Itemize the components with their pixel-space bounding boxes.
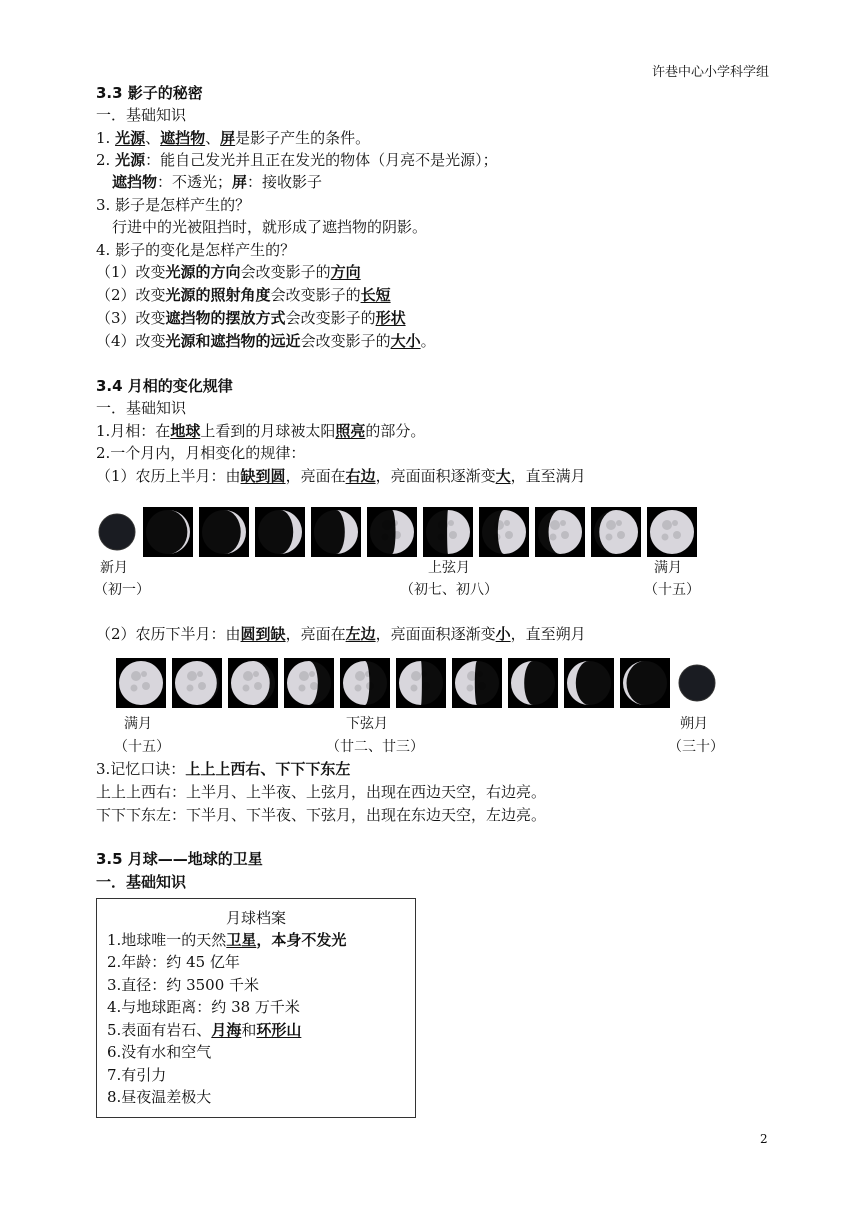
- page-header: 许巷中心小学科学组: [652, 65, 770, 80]
- text: 3.记忆口诀：: [96, 760, 186, 778]
- text: ：接收影子: [247, 173, 323, 191]
- text: 1.月相：在: [96, 422, 171, 440]
- fact-item: 6.没有水和空气: [107, 1043, 212, 1061]
- fact-item: 8.昼夜温差极大: [107, 1088, 212, 1106]
- term: ，本身不发光: [256, 931, 347, 949]
- term: 屏: [220, 129, 236, 147]
- moon-phase-image: [620, 658, 670, 708]
- subheading: 一．基础知识: [96, 873, 187, 891]
- moon-phase-image: [564, 658, 614, 708]
- term: 照亮: [335, 422, 366, 440]
- caption-full-moon: 满月: [654, 560, 682, 576]
- term: 小: [495, 625, 511, 643]
- moon-phase-image: [452, 658, 502, 708]
- caption-new-moon: 新月: [100, 560, 128, 576]
- fact-item: 7.有引力: [107, 1066, 167, 1084]
- moon-phase-image: [367, 507, 417, 557]
- section-title-3-3: 3.3 影子的秘密: [96, 84, 203, 102]
- term: 左边: [345, 625, 376, 643]
- moon-phase-image: [311, 507, 361, 557]
- list-item: [96, 284, 391, 306]
- moon-phase-image: [479, 507, 529, 557]
- moon-phase-image: [116, 658, 166, 708]
- text-line: 2.一个月内，月相变化的规律：: [96, 444, 306, 462]
- text: ，亮面面积逐渐变: [375, 625, 496, 643]
- term: 屏: [232, 173, 248, 191]
- term: 环形山: [256, 1021, 302, 1039]
- term: 地球: [170, 422, 201, 440]
- moon-phase-image: [423, 507, 473, 557]
- caption-last-quarter: 下弦月: [346, 716, 388, 732]
- moon-phase-image: [340, 658, 390, 708]
- text-line: 4. 影子的变化是怎样产生的？: [96, 241, 296, 259]
- caption-last-quarter-date: （廿二、廿三）: [326, 739, 424, 755]
- caption-full-moon-date: （十五）: [644, 582, 700, 598]
- text: （1）改变: [96, 263, 166, 281]
- term: 卫星: [226, 931, 257, 949]
- moon-phase-image: [92, 507, 142, 557]
- moon-phase-image: [199, 507, 249, 557]
- text: ：能自己发光并且正在发光的物体（月亮不是光源）；: [145, 151, 498, 169]
- term: 遮挡物: [160, 129, 206, 147]
- moon-phase-image: [396, 658, 446, 708]
- text: 上看到的月球被太阳: [200, 422, 336, 440]
- term: 光源的照射角度: [165, 286, 271, 304]
- term: 大: [495, 467, 511, 485]
- term: 光源: [115, 129, 146, 147]
- fact-item: 3.直径：约 3500 千米: [107, 976, 260, 994]
- num: 2.: [96, 151, 111, 169]
- caption-first-quarter: 上弦月: [428, 560, 470, 576]
- term: 光源的方向: [165, 263, 241, 281]
- term: 圆到缺: [240, 625, 286, 643]
- text-line: 行进中的光被阻挡时，就形成了遮挡物的阴影。: [112, 218, 428, 236]
- moon-phase-image: [647, 507, 697, 557]
- text: 是影子产生的条件。: [235, 129, 371, 147]
- text-line: [96, 149, 498, 171]
- text: ：不透光；: [157, 173, 233, 191]
- text-line: [96, 758, 350, 780]
- text: 和: [241, 1021, 257, 1039]
- sep: 、: [145, 129, 161, 147]
- moon-fact-box: [96, 898, 416, 1118]
- section-title-3-4: 3.4 月相的变化规律: [96, 377, 233, 395]
- term: 大小: [390, 332, 421, 350]
- moon-phase-image: [508, 658, 558, 708]
- text: 5.表面有岩石、: [107, 1021, 212, 1039]
- text: 会改变影子的: [285, 309, 376, 327]
- text: （4）改变: [96, 332, 166, 350]
- term: 月海: [211, 1021, 242, 1039]
- term: 光源: [115, 151, 146, 169]
- text-line: [96, 623, 586, 645]
- term: 方向: [330, 263, 361, 281]
- text: ，直至满月: [510, 467, 586, 485]
- list-item: [96, 307, 406, 329]
- text: ，亮面在: [285, 625, 346, 643]
- sep: 、: [205, 129, 221, 147]
- text: 1.地球唯一的天然: [107, 931, 227, 949]
- list-item: [96, 330, 436, 352]
- text: 。: [420, 332, 436, 350]
- text: 会改变影子的: [270, 286, 361, 304]
- moon-phase-image: [228, 658, 278, 708]
- caption-new-moon-date: （初一）: [94, 582, 150, 598]
- moon-phase-image: [255, 507, 305, 557]
- term: 光源和遮挡物的远近: [165, 332, 301, 350]
- text: ，直至朔月: [510, 625, 586, 643]
- term: 长短: [360, 286, 391, 304]
- term: 遮挡物: [112, 173, 158, 191]
- text: 会改变影子的: [240, 263, 331, 281]
- text: （2）农历下半月：由: [96, 625, 241, 643]
- box-title: 月球档案: [225, 909, 286, 927]
- text: （3）改变: [96, 309, 166, 327]
- text-line: [96, 420, 425, 442]
- text-line: 下下下东左：下半月、下半夜、下弦月，出现在东边天空，左边亮。: [96, 806, 547, 824]
- text: ，亮面在: [285, 467, 346, 485]
- text: ，亮面面积逐渐变: [375, 467, 496, 485]
- fact-item: [107, 929, 346, 951]
- moon-phase-image: [535, 507, 585, 557]
- fact-item: 4.与地球距离：约 38 万千米: [107, 998, 300, 1016]
- moon-phase-image: [172, 658, 222, 708]
- text: （1）农历上半月：由: [96, 467, 241, 485]
- caption-first-quarter-date: （初七、初八）: [400, 582, 498, 598]
- page-number: 2: [760, 1132, 768, 1146]
- num: 1.: [96, 129, 111, 147]
- text-line: [112, 171, 322, 193]
- moon-phase-image: [672, 658, 722, 708]
- term: 遮挡物的摆放方式: [165, 309, 286, 327]
- term: 右边: [345, 467, 376, 485]
- text-line: [96, 127, 370, 149]
- moon-phase-image: [143, 507, 193, 557]
- text-line: 3. 影子是怎样产生的？: [96, 196, 251, 214]
- moon-phase-image: [591, 507, 641, 557]
- caption-dark-moon-date: （三十）: [668, 739, 724, 755]
- subheading: 一．基础知识: [96, 106, 187, 124]
- section-title-3-5: 3.5 月球——地球的卫星: [96, 850, 263, 868]
- fact-item: 2.年龄：约 45 亿年: [107, 953, 240, 971]
- moon-phase-image: [284, 658, 334, 708]
- caption-full-moon-2-date: （十五）: [114, 739, 170, 755]
- term: 上上上西右、下下下东左: [185, 760, 351, 778]
- caption-full-moon-2: 满月: [124, 716, 152, 732]
- fact-item: [107, 1019, 301, 1041]
- term: 形状: [375, 309, 406, 327]
- caption-dark-moon: 朔月: [680, 716, 708, 732]
- text: 的部分。: [365, 422, 426, 440]
- subheading: 一．基础知识: [96, 399, 187, 417]
- term: 缺到圆: [240, 467, 286, 485]
- text-line: 上上上西右：上半月、上半夜、上弦月，出现在西边天空，右边亮。: [96, 783, 547, 801]
- text-line: [96, 465, 586, 487]
- text: 会改变影子的: [300, 332, 391, 350]
- text: （2）改变: [96, 286, 166, 304]
- list-item: [96, 261, 361, 283]
